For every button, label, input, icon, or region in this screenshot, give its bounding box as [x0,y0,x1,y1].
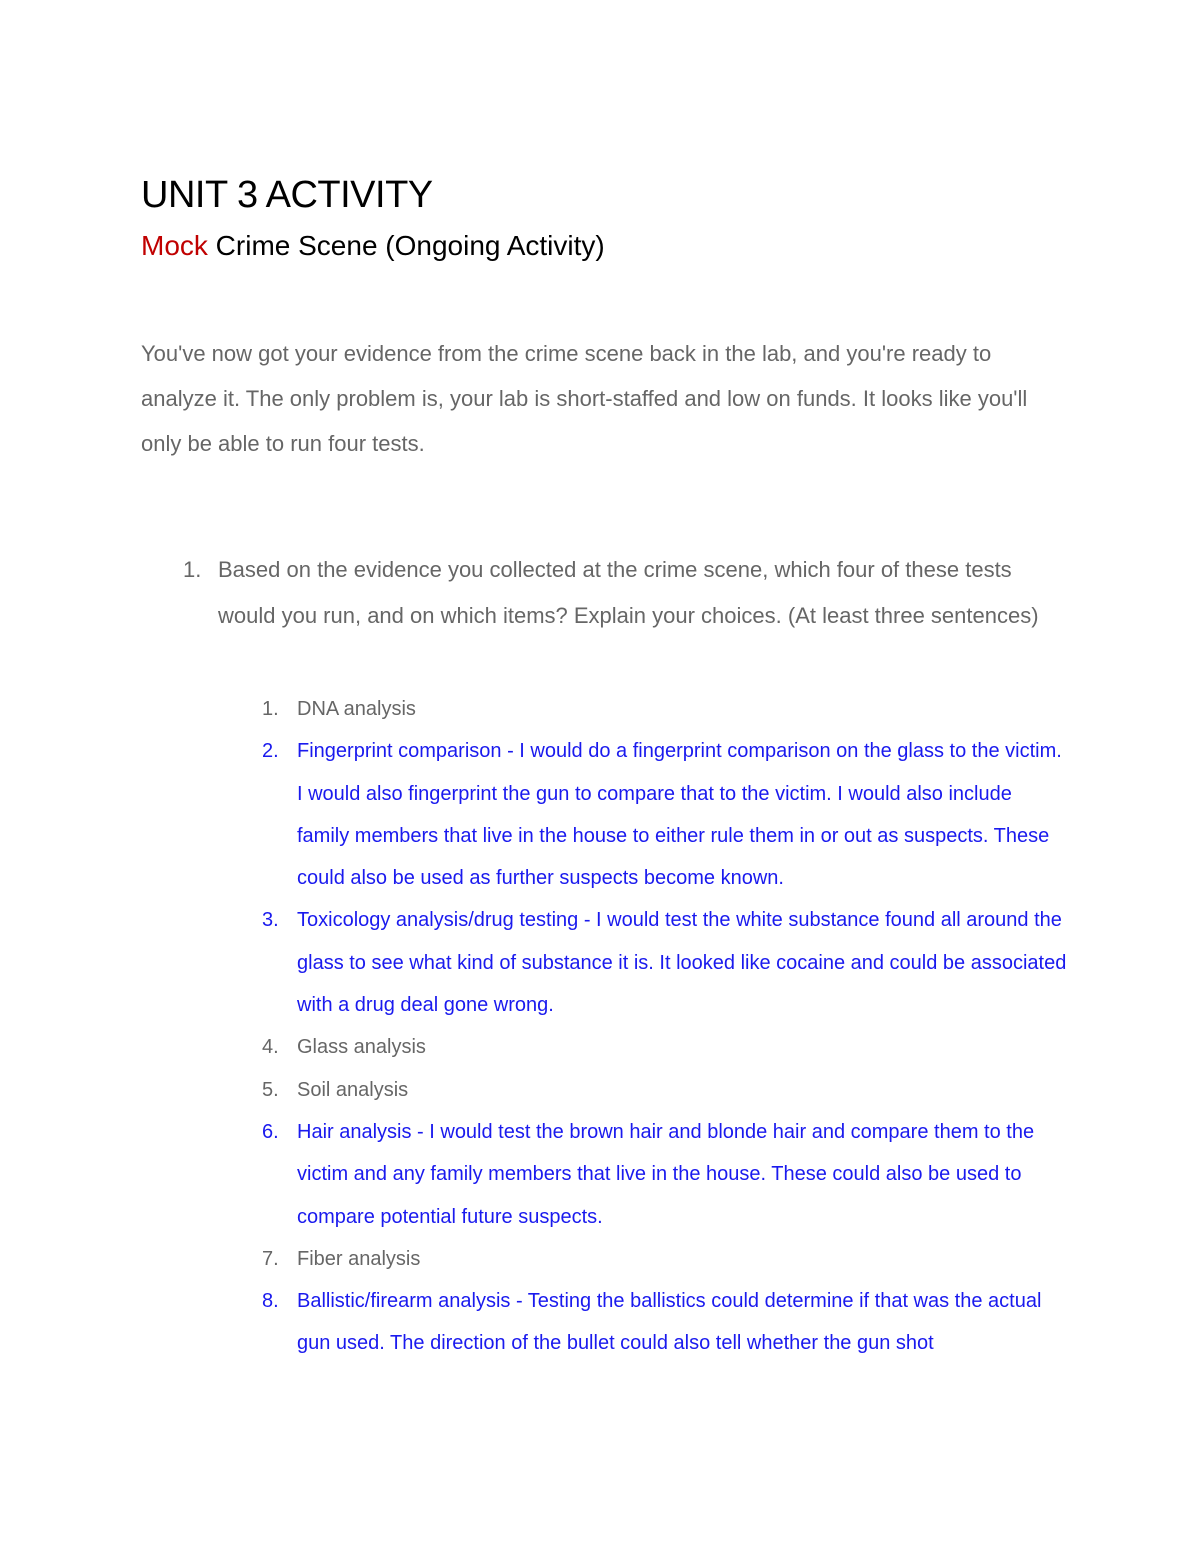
list-item-soil-analysis [0,1069,1200,1111]
list-item-toxicology-analysis [0,899,1200,1026]
test-options-list [0,688,1200,1365]
list-item-text: Fiber analysis [297,1247,421,1270]
subtitle-rest: Crime Scene (Ongoing Activity) [207,230,605,261]
list-item-ballistic-analysis [0,1280,1200,1365]
list-item-glass-analysis [0,1026,1200,1068]
list-item-text: Hair analysis - I would test the brown hair and blonde hair and compare them to the victim and any family members that live in the house. These could also be used to compare potential future suspects. [297,1120,1035,1228]
list-item-text: Soil analysis [297,1078,409,1101]
document-title: UNIT 3 ACTIVITY [141,174,433,216]
list-item-fingerprint-comparison [0,730,1200,899]
question-number: 1. [183,557,202,582]
list-item-number: 2. [262,740,279,763]
list-item-number: 3. [262,909,279,932]
list-item-dna-analysis [0,688,1200,730]
list-item-text: DNA analysis [297,698,416,720]
list-item-text: Toxicology analysis/drug testing - I would test the white substance found all around the glass to see what kind of substance it is. It looked like cocaine and could be associated with a drug deal gone wrong. [297,909,1067,1017]
list-item-number: 6. [262,1120,279,1143]
list-item-fiber-analysis [0,1238,1200,1280]
list-item-number: 8. [262,1290,279,1313]
subtitle-accent-word: Mock [141,230,208,261]
list-item-hair-analysis [0,1111,1200,1238]
list-item-text: Fingerprint comparison - I would do a fingerprint comparison on the glass to the victim. I would also fingerprint the gun to compare that to the victim. I would also include family members that live in the house to either rule them in or out as suspects. These could also be used as further suspects become known. [297,740,1062,890]
list-item-text: Glass analysis [297,1036,426,1059]
list-item-number: 1. [262,698,279,720]
document-subtitle [141,230,605,262]
question-text: Based on the evidence you collected at the crime scene, which four of these tests would you run, and on which items? Explain your choices. (At least three sentences) [218,557,1039,628]
list-item-number: 7. [262,1247,279,1270]
list-item-number: 5. [262,1078,279,1101]
list-item-number: 4. [262,1036,279,1059]
list-item-text: Ballistic/firearm analysis - Testing the ballistics could determine if that was the actual gun used. The direction of the bullet could also tell whether the gun shot [297,1290,1042,1355]
intro-paragraph: You've now got your evidence from the crime scene back in the lab, and you're ready to analyze it. The only problem is, your lab is short-staffed and low on funds. It looks like you'll only be able to run four tests. [141,341,1028,456]
